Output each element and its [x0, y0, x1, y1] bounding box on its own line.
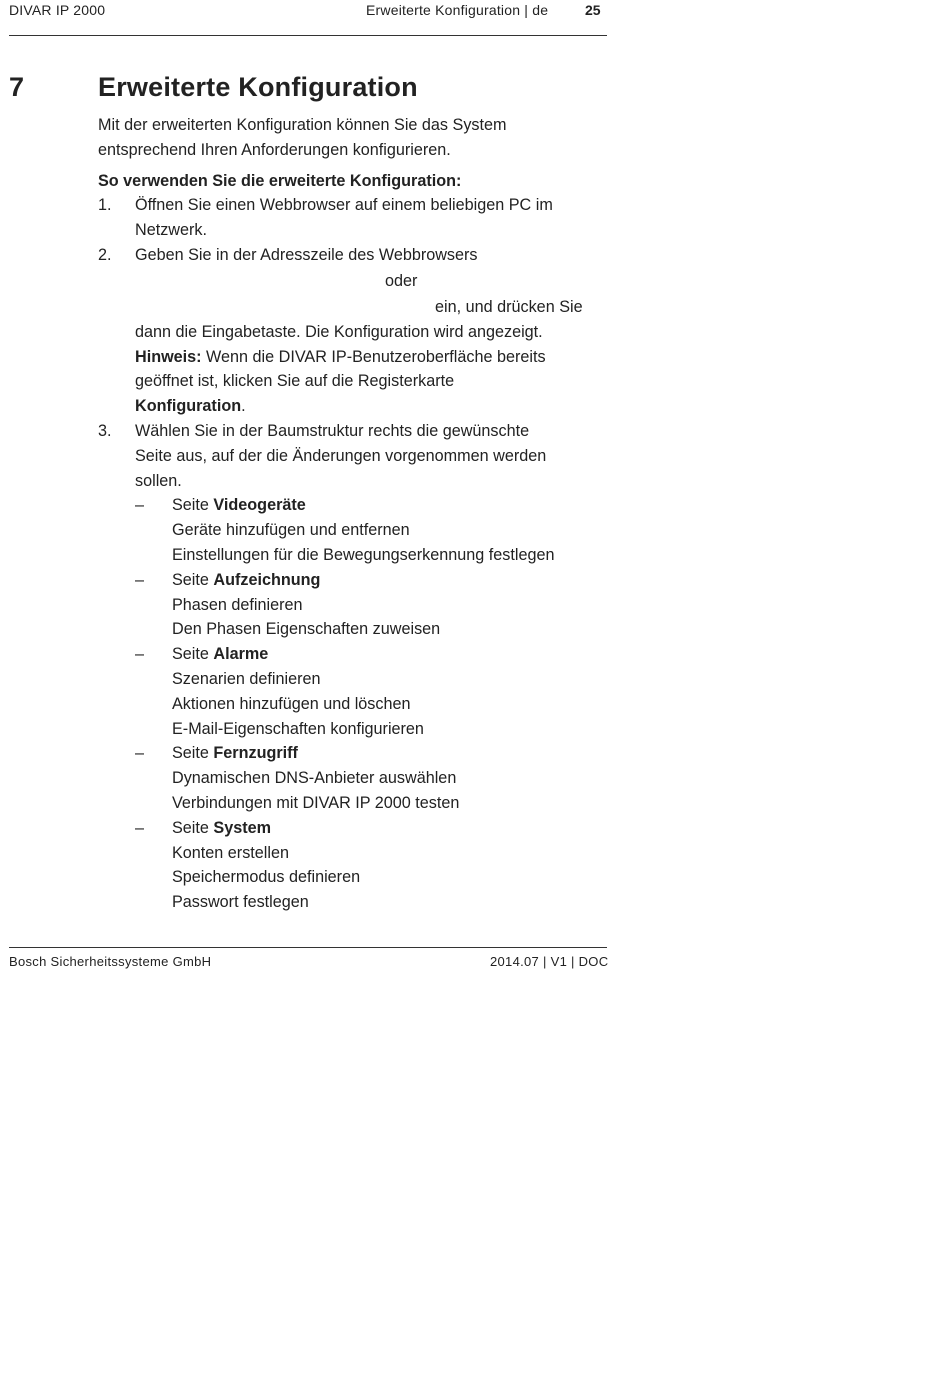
intro-paragraph: Mit der erweiterten Konfiguration können Sie das System entsprechend Ihren Anforderungen konfigurieren. — [98, 116, 507, 159]
page-item: Phasen definieren — [172, 595, 303, 614]
note-text: geöffnet ist, klicken Sie auf die Registerkarte — [135, 372, 455, 391]
page-title-line — [172, 568, 608, 593]
page-item: Dynamischen DNS-Anbieter auswählen — [172, 769, 457, 788]
dash-bullet: – — [135, 645, 145, 664]
chapter-number: 7 — [9, 72, 25, 102]
header-section: Erweiterte Konfiguration | de — [366, 2, 549, 18]
page-aufzeichnung — [135, 568, 608, 642]
page-prefix: Seite — [172, 645, 214, 664]
step-text: Geben Sie in der Adresszeile des Webbrowsers — [135, 245, 478, 264]
step-text: Seite aus, auf der die Änderungen vorgenommen werden — [135, 446, 547, 465]
note-label: Hinweis: — [135, 347, 202, 366]
page-name: Fernzugriff — [213, 744, 298, 763]
page-title-line — [172, 493, 608, 518]
page-item: Geräte hinzufügen und entfernen — [172, 521, 410, 540]
step-text: Netzwerk. — [135, 221, 207, 240]
page-alarme — [135, 642, 608, 741]
page-item: E-Mail-Eigenschaften konfigurieren — [172, 719, 424, 738]
header-rule — [9, 35, 607, 36]
page-name: System — [213, 818, 271, 837]
step-text-oder: oder — [385, 271, 418, 290]
page-name: Videogeräte — [213, 496, 306, 515]
step-number: 3. — [98, 421, 112, 440]
header-product: DIVAR IP 2000 — [9, 2, 106, 18]
page-title-line — [172, 816, 608, 841]
note-text: Wenn die DIVAR IP-Benutzeroberfläche bereits — [201, 347, 546, 366]
dash-bullet: – — [135, 818, 145, 837]
page-item: Szenarien definieren — [172, 669, 321, 688]
page-fernzugriff — [135, 741, 608, 815]
page-name: Alarme — [213, 645, 269, 664]
dash-bullet: – — [135, 496, 145, 515]
page-item: Konten erstellen — [172, 843, 289, 862]
page-prefix: Seite — [172, 496, 214, 515]
step-text-ein: ein, und drücken Sie — [435, 297, 583, 316]
page-item: Verbindungen mit DIVAR IP 2000 testen — [172, 793, 460, 812]
step-1 — [98, 193, 608, 243]
dash-bullet: – — [135, 570, 145, 589]
step-number: 1. — [98, 196, 112, 215]
page-prefix: Seite — [172, 744, 214, 763]
step-number: 2. — [98, 245, 112, 264]
page-prefix: Seite — [172, 570, 214, 589]
step-text: Wählen Sie in der Baumstruktur rechts die gewünschte — [135, 421, 530, 440]
page-system — [135, 816, 608, 915]
footer-doc-info: 2014.07 | V1 | DOC — [490, 954, 609, 969]
footer-rule — [9, 947, 607, 948]
page-name: Aufzeichnung — [213, 570, 321, 589]
note-end: . — [241, 397, 246, 416]
note-line — [135, 345, 608, 370]
step-text: Öffnen Sie einen Webbrowser auf einem beliebigen PC im — [135, 196, 553, 215]
page-number: 25 — [585, 2, 601, 18]
chapter-body — [98, 113, 608, 915]
page-item: Passwort festlegen — [172, 893, 309, 912]
procedure-heading: So verwenden Sie die erweiterte Konfiguration: — [98, 171, 462, 190]
footer-company: Bosch Sicherheitssysteme GmbH — [9, 954, 212, 969]
page-videogeraete — [135, 493, 608, 567]
note-tab-name: Konfiguration — [135, 397, 242, 416]
dash-bullet: – — [135, 744, 145, 763]
step-text: dann die Eingabetaste. Die Konfiguration wird angezeigt. — [135, 322, 543, 341]
page-item: Speichermodus definieren — [172, 868, 361, 887]
page-item: Einstellungen für die Bewegungserkennung festlegen — [172, 545, 555, 564]
page-prefix: Seite — [172, 818, 214, 837]
chapter-title: Erweiterte Konfiguration — [98, 72, 418, 102]
step-3 — [98, 419, 608, 915]
page-title-line — [172, 741, 608, 766]
note-line — [135, 394, 608, 419]
page-title-line — [172, 642, 608, 667]
step-2 — [98, 243, 608, 419]
page-item: Aktionen hinzufügen und löschen — [172, 694, 411, 713]
page-item: Den Phasen Eigenschaften zuweisen — [172, 620, 441, 639]
step-text: sollen. — [135, 471, 182, 490]
